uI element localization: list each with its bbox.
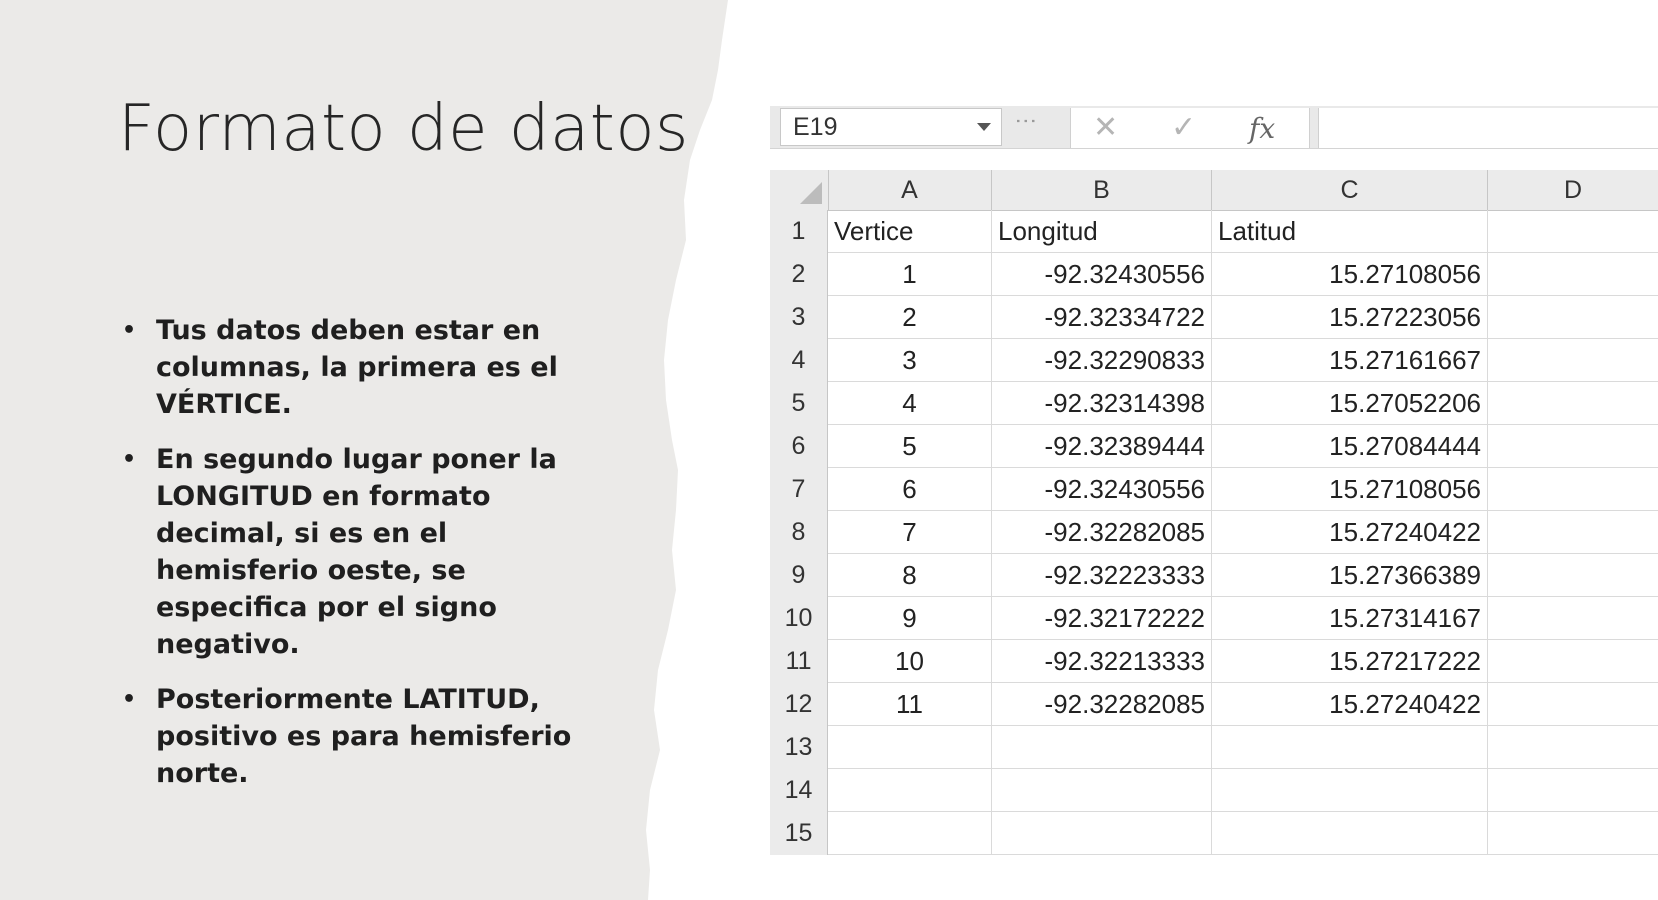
cell[interactable] [1488,511,1658,554]
cell[interactable]: 10 [828,640,992,683]
table-row [770,296,1658,339]
cell[interactable]: 9 [828,597,992,640]
cell[interactable] [1488,597,1658,640]
cell[interactable]: 15.27161667 [1212,339,1488,382]
cell[interactable]: -92.32334722 [992,296,1212,339]
table-row [770,511,1658,554]
insert-function-icon[interactable]: fx [1249,112,1276,145]
table-row [770,554,1658,597]
cell[interactable]: -92.32430556 [992,468,1212,511]
formula-input[interactable] [1318,108,1658,148]
formula-buttons [1070,108,1310,148]
row-header[interactable]: 4 [770,339,828,382]
table-row [770,769,1658,812]
table-row [770,597,1658,640]
row-header[interactable]: 13 [770,726,828,769]
select-all-corner[interactable] [770,170,829,210]
cell[interactable]: 2 [828,296,992,339]
column-headers [770,170,1658,211]
column-header-b[interactable]: B [992,170,1212,210]
cell[interactable]: 15.27240422 [1212,511,1488,554]
bullet-item: • Posteriormente LATITUD, positivo es para hemisferio norte. [118,681,618,792]
cell[interactable] [1212,769,1488,812]
slide-title: Formato de datos [118,92,689,166]
formula-bar [770,106,1658,149]
cell[interactable]: 11 [828,683,992,726]
cell[interactable]: 4 [828,382,992,425]
cell[interactable] [1488,468,1658,511]
cell[interactable]: 1 [828,253,992,296]
cell[interactable] [1488,253,1658,296]
excel-screenshot [770,106,1658,868]
cell[interactable] [1488,640,1658,683]
column-header-a[interactable]: A [828,170,992,210]
cell[interactable]: Longitud [992,210,1212,253]
cell[interactable]: -92.32213333 [992,640,1212,683]
row-header[interactable]: 10 [770,597,828,640]
cell[interactable] [828,769,992,812]
cell[interactable] [992,812,1212,855]
cell[interactable] [1212,812,1488,855]
cell[interactable] [1488,425,1658,468]
table-row [770,210,1658,253]
column-header-d[interactable]: D [1563,176,1583,204]
cell[interactable]: 15.27240422 [1212,683,1488,726]
cell[interactable]: 15.27108056 [1212,468,1488,511]
cell[interactable] [1488,683,1658,726]
table-row [770,339,1658,382]
row-header[interactable]: 12 [770,683,828,726]
cell[interactable] [1488,812,1658,855]
more-options-icon[interactable]: ⋮ [1014,110,1039,132]
cell[interactable] [1488,554,1658,597]
row-header[interactable]: 1 [770,210,828,253]
cell[interactable]: 3 [828,339,992,382]
table-row [770,812,1658,855]
row-header[interactable]: 14 [770,769,828,812]
row-header[interactable]: 7 [770,468,828,511]
table-row [770,468,1658,511]
cell[interactable] [1488,296,1658,339]
row-header[interactable]: 5 [770,382,828,425]
cell[interactable]: 15.27108056 [1212,253,1488,296]
cell[interactable] [992,726,1212,769]
cell[interactable]: -92.32430556 [992,253,1212,296]
cell[interactable]: 15.27084444 [1212,425,1488,468]
cell[interactable]: 15.27217222 [1212,640,1488,683]
cell[interactable]: 15.27314167 [1212,597,1488,640]
cell[interactable]: -92.32223333 [992,554,1212,597]
row-header[interactable]: 3 [770,296,828,339]
cell[interactable] [1212,726,1488,769]
cell[interactable]: 15.27223056 [1212,296,1488,339]
cell[interactable] [1488,339,1658,382]
row-header[interactable]: 11 [770,640,828,683]
row-header[interactable]: 8 [770,511,828,554]
table-row [770,640,1658,683]
cell[interactable]: Latitud [1212,210,1488,253]
cell[interactable]: -92.32389444 [992,425,1212,468]
table-row [770,683,1658,726]
cell[interactable]: 8 [828,554,992,597]
table-row [770,253,1658,296]
table-row [770,425,1658,468]
cell[interactable] [992,769,1212,812]
row-header[interactable]: 15 [770,812,828,855]
column-header-c[interactable]: C [1212,170,1488,210]
cell[interactable]: 5 [828,425,992,468]
cell[interactable] [1488,210,1658,253]
cell[interactable] [828,812,992,855]
cell[interactable]: -92.32314398 [992,382,1212,425]
cell[interactable] [828,726,992,769]
cell[interactable]: Vertice [828,210,992,253]
cell[interactable]: -92.32290833 [992,339,1212,382]
bullet-item: • Tus datos deben estar en columnas, la primera es el VÉRTICE. [118,312,618,423]
cell[interactable]: -92.32282085 [992,511,1212,554]
cell[interactable]: 7 [828,511,992,554]
bullet-list [118,312,618,810]
cell[interactable]: -92.32172222 [992,597,1212,640]
cell[interactable]: 6 [828,468,992,511]
cell[interactable] [1488,769,1658,812]
cell[interactable] [1488,726,1658,769]
cancel-icon[interactable]: ✕ [1093,111,1119,144]
name-box-value: E19 [793,113,838,141]
cell[interactable]: 15.27052206 [1212,382,1488,425]
table-row [770,382,1658,425]
enter-check-icon[interactable]: ✓ [1171,111,1197,144]
name-box[interactable] [780,108,1002,146]
cell[interactable]: -92.32282085 [992,683,1212,726]
bullet-item: • En segundo lugar poner la LONGITUD en formato decimal, si es en el hemisferio oeste, se especifica por el signo negativo. [118,441,618,663]
cell[interactable] [1488,382,1658,425]
cell[interactable]: 15.27366389 [1212,554,1488,597]
table-row [770,726,1658,769]
row-header[interactable]: 6 [770,425,828,468]
row-header[interactable]: 2 [770,253,828,296]
dropdown-caret-icon[interactable] [977,123,991,131]
row-header[interactable]: 9 [770,554,828,597]
